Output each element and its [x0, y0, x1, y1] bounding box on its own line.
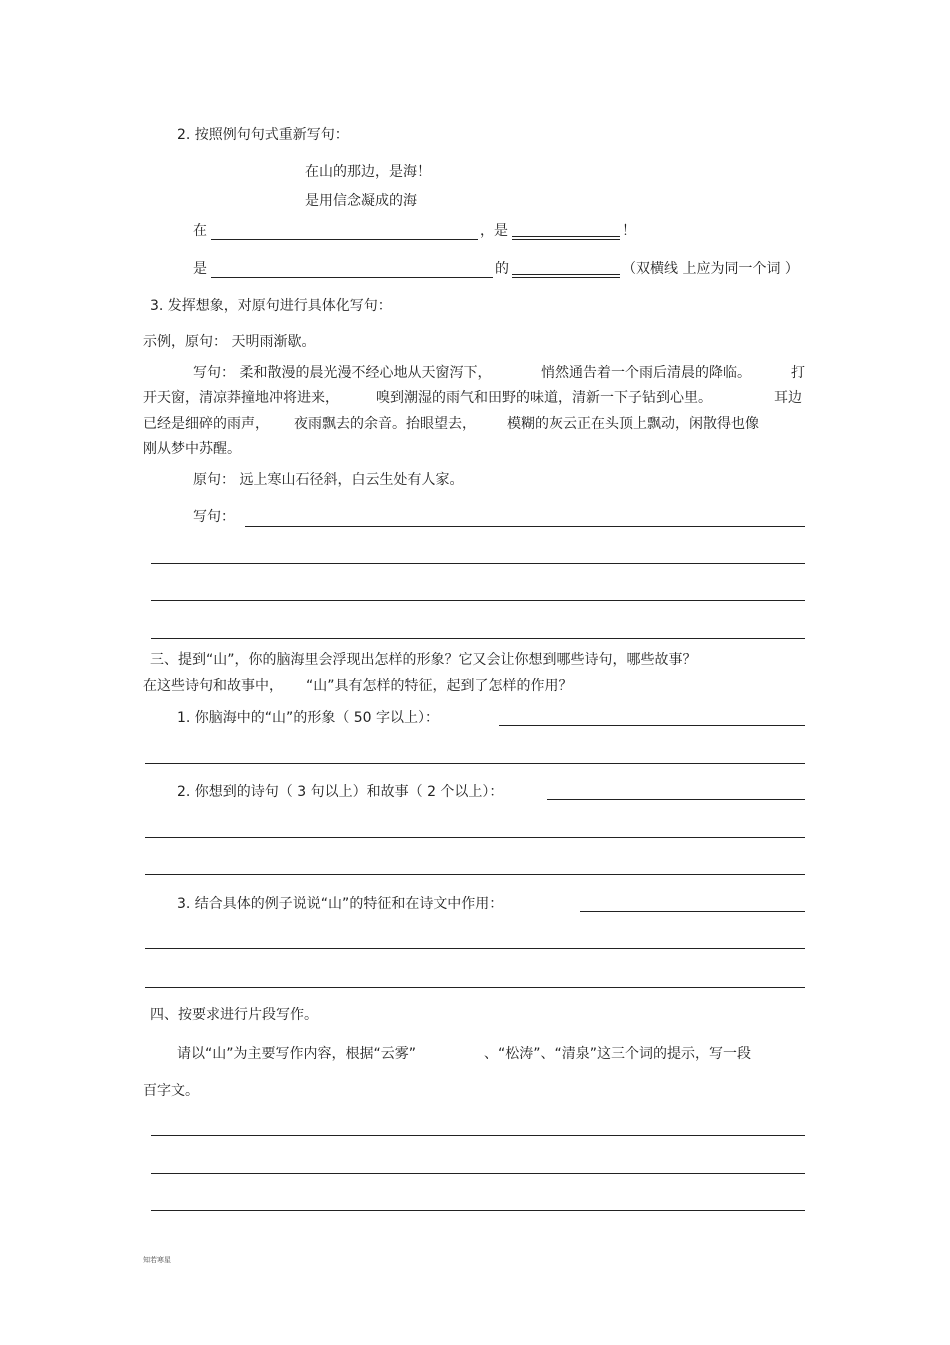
q3-answer-line-4[interactable]	[151, 638, 805, 639]
q3-task-original: 原句： 远上寒山石径斜，白云生处有人家。	[193, 472, 464, 488]
q2-blank2-note: （双横线 上应为同一个词 ）	[622, 261, 799, 277]
footer-text: 知若寒星	[143, 1256, 171, 1264]
section3-item3-line-3[interactable]	[145, 987, 805, 988]
section4-answer-line-3[interactable]	[151, 1210, 805, 1211]
q2-blank2-field[interactable]	[211, 277, 493, 278]
section3-item1-line-1[interactable]	[499, 725, 805, 726]
q3-rewrite-line3-c: 模糊的灰云正在头顶上飘动，闲散得也像	[507, 416, 759, 432]
q3-rewrite-line1-c: 打	[791, 365, 805, 381]
section4-answer-line-2[interactable]	[151, 1173, 805, 1174]
q2-blank1-mid: ，是	[480, 223, 508, 239]
q3-answer-line-2[interactable]	[151, 563, 805, 564]
section4-prompt-line1-b: 、“松涛”、“清泉”这三个词的提示，写一段	[484, 1046, 752, 1062]
q3-example-label: 示例，原句： 天明雨渐歇。	[143, 334, 316, 350]
section3-item3: 3. 结合具体的例子说说“山”的特征和在诗文中作用：	[177, 896, 504, 912]
section3-intro-line2-a: 在这些诗句和故事中，	[143, 678, 283, 694]
q2-example-line2: 是用信念凝成的海	[305, 193, 417, 209]
q3-rewrite-line1-a: 写句： 柔和散漫的晨光漫不经心地从天窗泻下，	[193, 365, 492, 381]
q2-blank2-prefix: 是	[193, 261, 207, 277]
q3-heading: 3. 发挥想象，对原句进行具体化写句：	[150, 298, 392, 314]
q3-answer-line-1[interactable]	[245, 526, 805, 527]
section3-item2-line-2[interactable]	[145, 837, 805, 838]
section3-item2-line-1[interactable]	[547, 799, 805, 800]
section4-prompt-line1-a: 请以“山”为主要写作内容，根据“云雾”	[177, 1046, 417, 1062]
q3-rewrite-line2-b: 嗅到潮湿的雨气和田野的味道，清新一下子钻到心里。	[376, 390, 712, 406]
section3-item3-line-2[interactable]	[145, 948, 805, 949]
q3-rewrite-line3-a: 已经是细碎的雨声，	[143, 416, 269, 432]
section3-item2: 2. 你想到的诗句（ 3 句以上）和故事（ 2 个以上）：	[177, 784, 504, 800]
q3-task-write-label: 写句：	[193, 509, 235, 525]
q2-heading: 2. 按照例句句式重新写句：	[177, 127, 349, 143]
section3-intro-line2-b: “山”具有怎样的特征，起到了怎样的作用？	[306, 678, 573, 694]
q3-answer-line-3[interactable]	[151, 600, 805, 601]
section4-prompt-line2: 百字文。	[143, 1083, 199, 1099]
q3-rewrite-line2-a: 开天窗，清凉莽撞地冲将进来，	[143, 390, 339, 406]
q2-example-line1: 在山的那边，是海！	[305, 164, 431, 180]
q2-blank1-prefix: 在	[193, 223, 207, 239]
section3-item1-line-2[interactable]	[145, 763, 805, 764]
q3-rewrite-line3-b: 夜雨飘去的余音。抬眼望去，	[294, 416, 476, 432]
q3-rewrite-line2-c: 耳边	[774, 390, 802, 406]
section3-item2-line-3[interactable]	[145, 874, 805, 875]
q3-rewrite-line4: 刚从梦中苏醒。	[143, 441, 241, 457]
section4-heading: 四、按要求进行片段写作。	[150, 1007, 318, 1023]
section3-item3-line-1[interactable]	[580, 911, 805, 912]
q2-blank1-end: ！	[622, 223, 636, 239]
q3-rewrite-line1-b: 悄然通告着一个雨后清晨的降临。	[541, 365, 751, 381]
q2-blank2-double-field[interactable]	[512, 274, 620, 275]
section3-item1: 1. 你脑海中的“山”的形象（ 50 字以上）：	[177, 710, 440, 726]
q2-blank2-mid: 的	[495, 261, 509, 277]
section3-intro-line1: 三、提到“山”，你的脑海里会浮现出怎样的形象？它又会让你想到哪些诗句，哪些故事？	[150, 652, 697, 668]
q2-blank1-field[interactable]	[211, 239, 478, 240]
q2-blank1-double-field[interactable]	[512, 236, 620, 237]
section4-answer-line-1[interactable]	[151, 1135, 805, 1136]
